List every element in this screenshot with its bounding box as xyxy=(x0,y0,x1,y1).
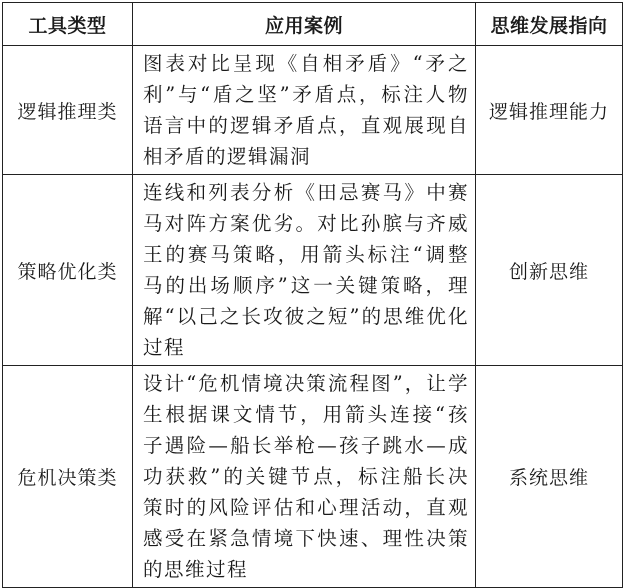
thinking-direction-cell: 创新思维 xyxy=(476,175,623,366)
table-header-row xyxy=(3,3,623,46)
table-row xyxy=(3,175,623,366)
application-case-text: 图表对比呈现《自相矛盾》“矛之利”与“盾之坚”矛盾点，标注人物语言中的逻辑矛盾点，直观展现自相矛盾的逻辑漏洞 xyxy=(143,52,469,168)
header-application-case: 应用案例 xyxy=(133,3,476,46)
header-tool-type: 工具类型 xyxy=(3,3,133,46)
application-case-cell xyxy=(133,46,476,175)
thinking-tools-table xyxy=(2,2,623,588)
thinking-direction-cell: 逻辑推理能力 xyxy=(476,46,623,175)
table-row xyxy=(3,366,623,588)
application-case-cell xyxy=(133,366,476,588)
tool-type-cell: 危机决策类 xyxy=(3,366,133,588)
header-thinking-direction: 思维发展指向 xyxy=(476,3,623,46)
application-case-cell xyxy=(133,175,476,366)
table-row xyxy=(3,46,623,175)
tool-type-cell: 策略优化类 xyxy=(3,175,133,366)
thinking-direction-cell: 系统思维 xyxy=(476,366,623,588)
tool-type-cell: 逻辑推理类 xyxy=(3,46,133,175)
application-case-text: 连线和列表分析《田忌赛马》中赛马对阵方案优劣。对比孙膑与齐威王的赛马策略，用箭头标注“调整马的出场顺序”这一关键策略，理解“以己之长攻彼之短”的思维优化过程 xyxy=(143,181,469,359)
application-case-text: 设计“危机情境决策流程图”，让学生根据课文情节，用箭头连接“孩子遇险—船长举枪—孩子跳水—成功获救”的关键节点，标注船长决策时的风险评估和心理活动，直观感受在紧急情境下快速、理性决策的思维过程 xyxy=(143,372,469,581)
